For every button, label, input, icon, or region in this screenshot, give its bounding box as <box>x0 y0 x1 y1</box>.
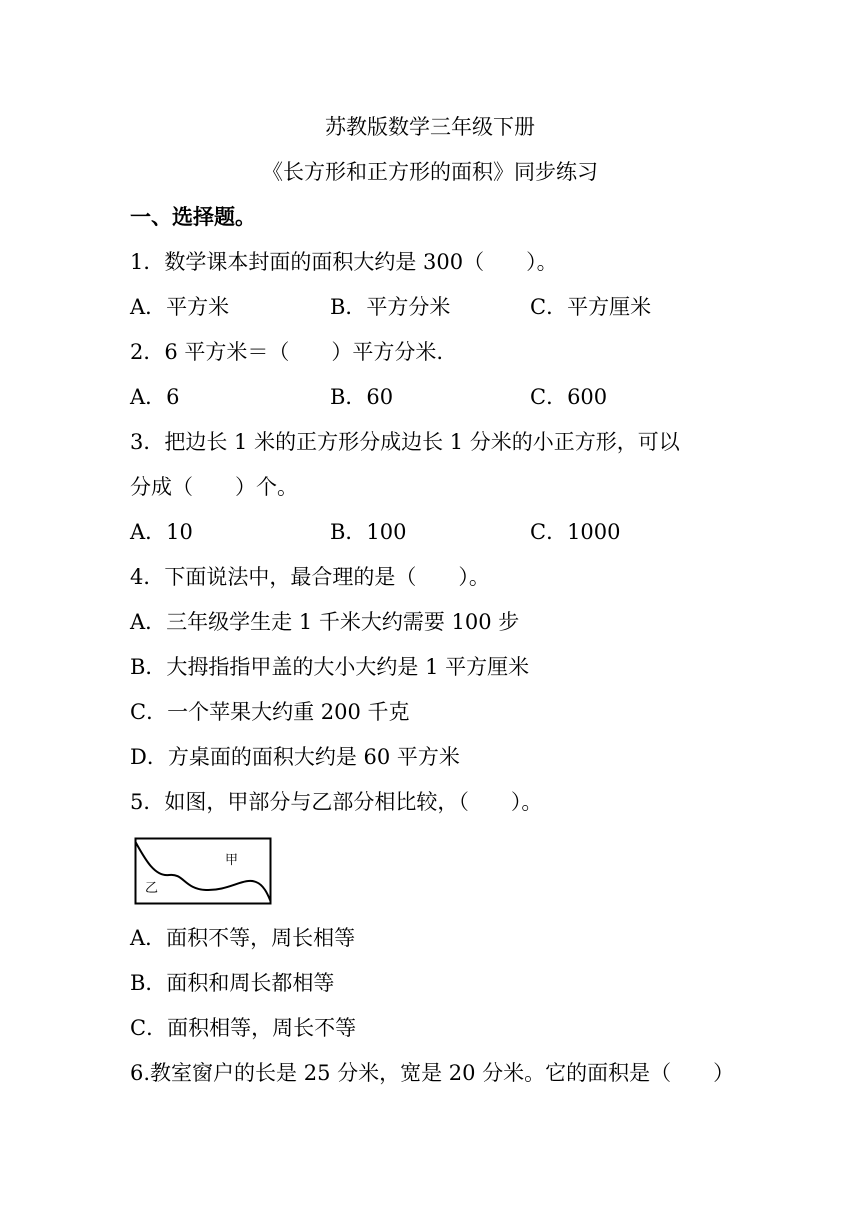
option-a: A．平方米 <box>130 295 230 319</box>
option-a: A．面积不等，周长相等 <box>130 926 356 950</box>
figure-label-top: 甲 <box>225 853 239 868</box>
option-a: A．三年级学生走 1 千米大约需要 100 步 <box>130 610 520 634</box>
question-2-stem <box>0 332 860 372</box>
question-2-options <box>0 377 860 417</box>
question-stem-text: 2．6 平方米＝（ ）平方分米. <box>130 340 444 364</box>
question-3-stem-line1 <box>0 422 860 462</box>
question-5-stem <box>0 782 860 822</box>
option-b: B．平方分米 <box>330 295 451 319</box>
question-4-option-d <box>0 737 860 777</box>
question-stem-text: 5．如图，甲部分与乙部分相比较，（ ）。 <box>130 790 543 814</box>
question-stem-text: 4．下面说法中，最合理的是（ ）。 <box>130 565 490 589</box>
question-5-option-b <box>0 963 860 1003</box>
option-d: D．方桌面的面积大约是 60 平方米 <box>130 745 460 769</box>
question-3-stem-line2 <box>0 467 860 507</box>
option-b: B．60 <box>330 385 394 409</box>
question-1-stem <box>0 242 860 282</box>
document-title: 苏教版数学三年级下册 <box>325 115 535 139</box>
question-6-stem <box>0 1053 860 1093</box>
question-5-option-c <box>0 1008 860 1048</box>
question-stem-text: 3．把边长 1 米的正方形分成边长 1 分米的小正方形，可以 <box>130 430 680 454</box>
option-c: C．一个苹果大约重 200 千克 <box>130 700 410 724</box>
question-5-option-a <box>0 918 860 958</box>
document-subtitle: 《长方形和正方形的面积》同步练习 <box>262 160 598 184</box>
figure-label-bottom: 乙 <box>145 881 159 896</box>
question-4-option-c <box>0 692 860 732</box>
question-stem-text: 6.教室窗户的长是 25 分米，宽是 20 分米。它的面积是（ ） <box>130 1061 735 1085</box>
section-heading-text: 一、选择题。 <box>130 205 256 229</box>
question-stem-text: 1．数学课本封面的面积大约是 300（ ）。 <box>130 250 558 274</box>
option-c: C．1000 <box>530 520 621 544</box>
option-a: A．6 <box>130 385 180 409</box>
option-b: B．100 <box>330 520 407 544</box>
option-c: C．面积相等，周长不等 <box>130 1016 357 1040</box>
question-5-figure <box>134 837 272 905</box>
question-4-option-b <box>0 647 860 687</box>
option-b: B．面积和周长都相等 <box>130 971 335 995</box>
option-c: C．平方厘米 <box>530 295 652 319</box>
option-c: C．600 <box>530 385 608 409</box>
option-a: A．10 <box>130 520 193 544</box>
question-3-options <box>0 512 860 552</box>
question-4-option-a <box>0 602 860 642</box>
question-1-options <box>0 287 860 327</box>
question-4-stem <box>0 557 860 597</box>
option-b: B．大拇指指甲盖的大小大约是 1 平方厘米 <box>130 655 530 679</box>
question-stem-text: 分成（ ）个。 <box>130 475 298 499</box>
section-heading <box>0 197 860 237</box>
